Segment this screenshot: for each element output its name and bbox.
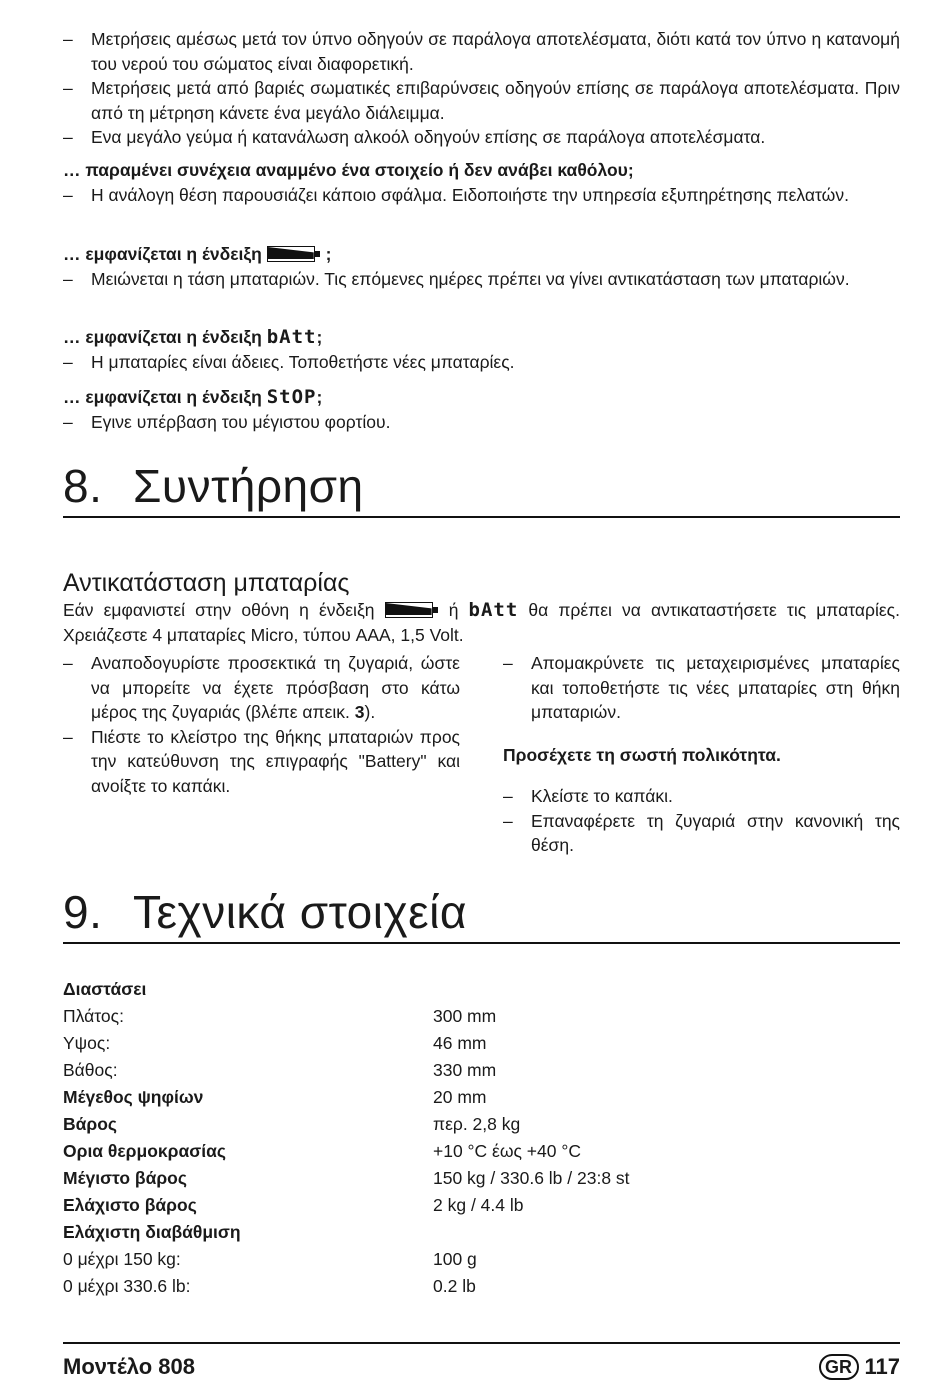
spec-row bbox=[63, 1138, 630, 1165]
case-heading: … παραμένει συνέχεια αναμμένο ένα στοιχείο ή δεν ανάβει καθόλου; bbox=[63, 160, 634, 180]
section-9 bbox=[63, 884, 900, 1300]
spec-value: 150 kg / 330.6 lb / 23:8 st bbox=[433, 1168, 630, 1188]
section-divider bbox=[63, 942, 900, 944]
spec-value: περ. 2,8 kg bbox=[433, 1114, 521, 1134]
spec-label: Ορια θερμοκρασίας bbox=[63, 1141, 226, 1161]
spec-label: Υψος: bbox=[63, 1033, 111, 1053]
spec-label: 0 μέχρι 150 kg: bbox=[63, 1249, 181, 1269]
footer-divider bbox=[63, 1342, 900, 1344]
page-indicator bbox=[819, 1354, 901, 1380]
list-item: – Η ανάλογη θέση παρουσιάζει κάποιο σφάλμα. Ειδοποιήστε την υπηρεσία εξυπηρέτησης πελατών. bbox=[63, 184, 849, 205]
list-item: – Επαναφέρετε τη ζυγαριά στην κανονική της θέση. bbox=[503, 810, 900, 855]
list-item: – Μετρήσεις μετά από βαριές σωματικές επιβαρύνσεις οδηγούν επίσης σε παράλογα αποτελέσματα. Πριν από τη μέτρηση κάνετε ένα μεγάλο διάλειμμα. bbox=[63, 78, 900, 123]
list-item: – Πιέστε το κλείστρο της θήκης μπαταριών προς την κατεύθυνση της επιγραφής "Battery" και ανοίξτε το καπάκι. bbox=[63, 726, 460, 796]
spec-row bbox=[63, 1003, 630, 1030]
spec-row bbox=[63, 1219, 630, 1246]
list-item: – Η μπαταρίες είναι άδειες. Τοποθετήστε νέες μπαταρίες. bbox=[63, 351, 515, 372]
list-item: – Απομακρύνετε τις μεταχειρισμένες μπαταρίες και τοποθετήστε τις νέες μπαταρίες στη θήκη μπαταριών. bbox=[503, 653, 900, 722]
spec-value bbox=[433, 976, 630, 1003]
left-column bbox=[63, 651, 460, 858]
spec-row bbox=[63, 1192, 630, 1219]
page-footer bbox=[63, 1342, 900, 1380]
two-column-instructions bbox=[63, 651, 900, 858]
right-column bbox=[503, 651, 900, 858]
spec-row bbox=[63, 1030, 630, 1057]
spec-value: 20 mm bbox=[433, 1087, 487, 1107]
case-block bbox=[63, 385, 900, 434]
case-heading: … εμφανίζεται η ένδειξη StOP; bbox=[63, 386, 323, 408]
spec-label: Ελάχιστο βάρος bbox=[63, 1195, 197, 1215]
section-heading: 8. Συντήρηση bbox=[63, 460, 364, 512]
battery-tip bbox=[315, 251, 320, 257]
case-heading: … εμφανίζεται η ένδειξη ; bbox=[63, 244, 332, 264]
spec-table bbox=[63, 976, 630, 1300]
battery-low-icon bbox=[385, 602, 439, 618]
section-divider bbox=[63, 516, 900, 518]
spec-row bbox=[63, 1246, 630, 1273]
lcd-display-text: bAtt bbox=[468, 599, 519, 621]
spec-value: 2 kg / 4.4 lb bbox=[433, 1195, 524, 1215]
spec-value: 330 mm bbox=[433, 1060, 497, 1080]
section-8 bbox=[63, 458, 900, 858]
spec-value: 100 g bbox=[433, 1249, 477, 1269]
spec-row bbox=[63, 1165, 630, 1192]
spec-table-body bbox=[63, 976, 630, 1300]
spec-label: Μέγιστο βάρος bbox=[63, 1168, 187, 1188]
case-block bbox=[63, 158, 900, 207]
footer-row bbox=[63, 1354, 900, 1380]
spec-row bbox=[63, 1084, 630, 1111]
spec-value: 0.2 lb bbox=[433, 1276, 476, 1296]
case-block bbox=[63, 242, 900, 291]
list-item: – Μετρήσεις αμέσως μετά τον ύπνο οδηγούν σε παράλογα αποτελέσματα, διότι κατά τον ύπνο η κατανομή του νερού του σώματος είναι διαφορετική. bbox=[63, 29, 900, 74]
spec-value bbox=[433, 1219, 630, 1246]
spec-label: Βάθος: bbox=[63, 1060, 118, 1080]
page-number: 117 bbox=[864, 1354, 900, 1379]
lcd-display-text: bAtt bbox=[266, 326, 317, 348]
spec-label: Βάρος bbox=[63, 1114, 118, 1134]
list-item: – Ενα μεγάλο γεύμα ή κατανάλωση αλκοόλ οδηγούν επίσης σε παράλογα αποτελέσματα. bbox=[63, 127, 766, 147]
spec-label: Ελάχιστη διαβάθμιση bbox=[63, 1222, 241, 1242]
country-badge: GR bbox=[819, 1354, 859, 1380]
battery-tip bbox=[433, 607, 438, 613]
case-heading: … εμφανίζεται η ένδειξη bAtt; bbox=[63, 326, 323, 348]
lcd-display-text: StOP bbox=[266, 386, 317, 408]
spec-row bbox=[63, 1273, 630, 1300]
spec-label: 0 μέχρι 330.6 lb: bbox=[63, 1276, 191, 1296]
spec-value: +10 °C έως +40 °C bbox=[433, 1141, 581, 1161]
list-item: – Εγινε υπέρβαση του μέγιστου φορτίου. bbox=[63, 411, 391, 432]
spec-row bbox=[63, 1111, 630, 1138]
section-heading: 9. Τεχνικά στοιχεία bbox=[63, 886, 467, 938]
model-label: Μοντέλο 808 bbox=[63, 1354, 195, 1379]
battery-paragraph: Εάν εμφανιστεί στην οθόνη η ένδειξη ή bAtt θα πρέπει να αντικαταστήσετε τις μπαταρίες. Χρειάζεστε 4 μπαταρίες Micro, τύπου AAA, 1,5 Volt. bbox=[63, 599, 900, 645]
spec-row bbox=[63, 976, 630, 1003]
intro-list bbox=[63, 27, 900, 150]
list-item: – Αναποδογυρίστε προσεκτικά τη ζυγαριά, ώστε να μπορείτε να έχετε πρόσβαση στο κάτω μέρος της ζυγαριάς (βλέπε απεικ. 3). bbox=[63, 653, 460, 722]
list-item: – Κλείστε το καπάκι. bbox=[503, 786, 673, 806]
spec-row bbox=[63, 1057, 630, 1084]
spec-value: 300 mm bbox=[433, 1006, 497, 1026]
spec-label: Πλάτος: bbox=[63, 1006, 124, 1026]
spec-value: 46 mm bbox=[433, 1033, 487, 1053]
case-block bbox=[63, 325, 900, 374]
list-item: – Μειώνεται η τάση μπαταριών. Τις επόμενες ημέρες πρέπει να γίνει αντικατάσταση των μπαταριών. bbox=[63, 268, 850, 289]
spec-label: Διαστάσει bbox=[63, 979, 147, 999]
polarity-note: Προσέχετε τη σωστή πολικότητα. bbox=[503, 744, 781, 765]
battery-low-icon bbox=[267, 246, 321, 262]
spec-label: Μέγεθος ψηφίων bbox=[63, 1087, 204, 1107]
subsection-heading: Αντικατάσταση μπαταρίας bbox=[63, 569, 350, 597]
